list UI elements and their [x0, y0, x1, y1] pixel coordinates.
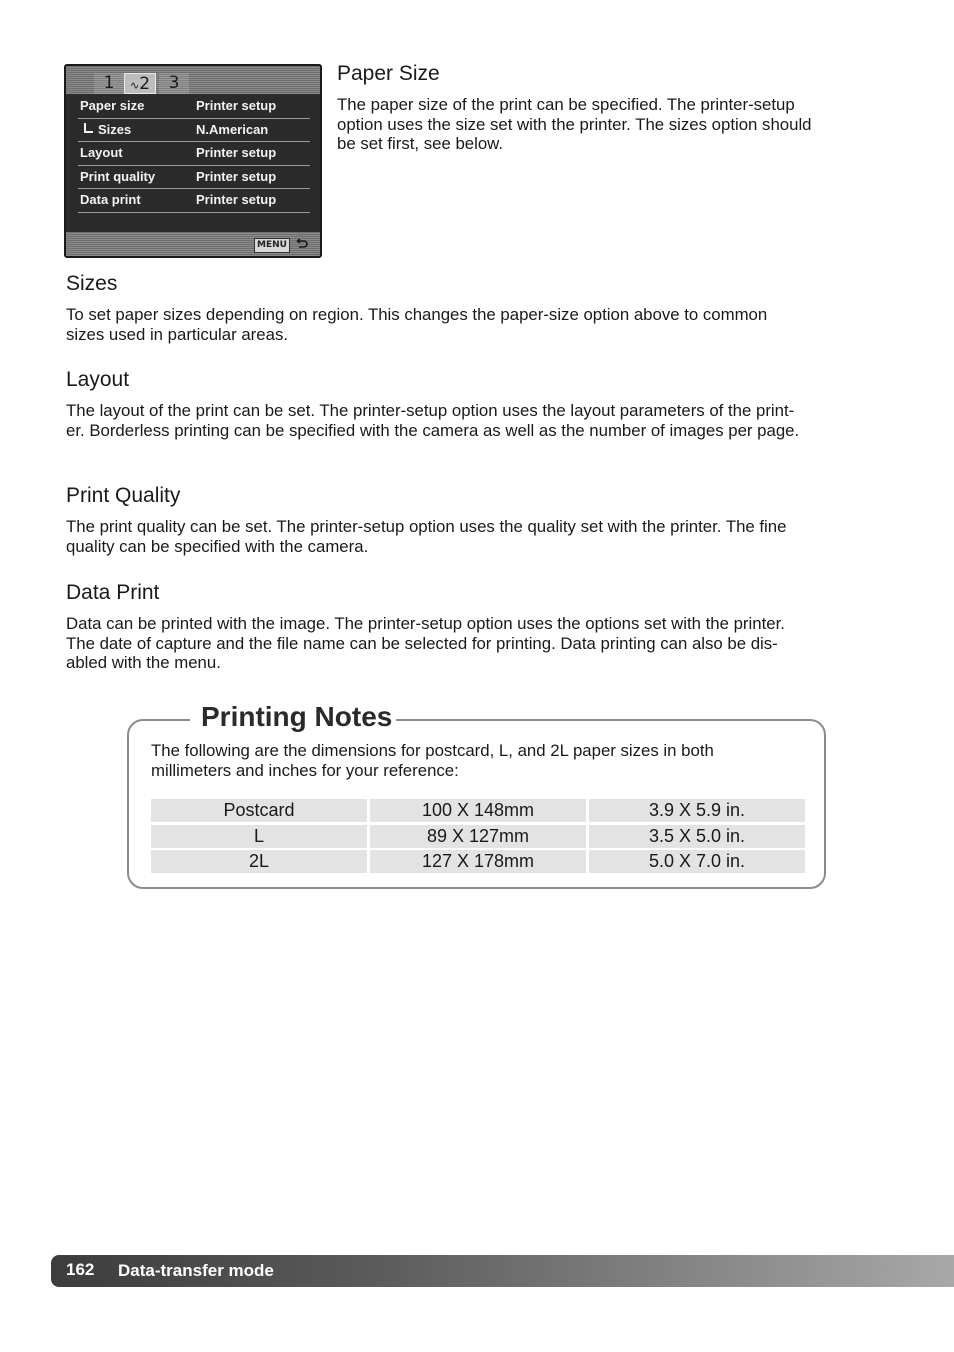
table-row: [151, 825, 806, 851]
text-line: millimeters and inches for your reference:: [151, 761, 459, 780]
table-cell-inches: 3.5 X 5.0 in.: [589, 825, 805, 848]
menu-row-label: Print quality: [80, 168, 156, 184]
menu-tab-2: [124, 73, 156, 94]
table-row: [151, 850, 806, 876]
text-line: be set first, see below.: [337, 134, 504, 153]
layout-heading: Layout: [66, 368, 130, 391]
submenu-corner-icon: [84, 123, 93, 133]
menu-tab-3: 3: [159, 73, 189, 94]
sizes-text: [66, 305, 896, 344]
menu-row-sizes: [78, 119, 310, 143]
return-arrow-icon: [296, 238, 308, 250]
text-line: The paper size of the print can be specified. The printer-setup: [337, 95, 795, 114]
print-quality-text: [66, 517, 926, 556]
table-cell-size-name: L: [151, 825, 367, 848]
text-line: sizes used in particular areas.: [66, 324, 288, 344]
paper-size-heading: Paper Size: [337, 62, 440, 85]
paper-size-table: [151, 799, 806, 876]
table-cell-size-name: Postcard: [151, 799, 367, 822]
printing-notes-title: Printing Notes: [201, 701, 393, 732]
table-cell-millimeters: 100 X 148mm: [370, 799, 586, 822]
text-line: option uses the size set with the printer. The sizes option should: [337, 114, 812, 134]
menu-row-value: Printer setup: [196, 145, 277, 160]
menu-tab-1: 1: [94, 73, 124, 94]
data-print-text: [66, 614, 926, 673]
menu-row-label-text: Sizes: [98, 121, 132, 137]
footer-section-title: Data-transfer mode: [118, 1261, 274, 1280]
page-number: 162: [66, 1260, 95, 1279]
menu-row-label: Paper size: [80, 98, 145, 113]
table-cell-millimeters: 127 X 178mm: [370, 850, 586, 873]
menu-button-icon: MENU: [254, 238, 290, 253]
setup-icon: ∿: [129, 79, 140, 92]
camera-menu-screen: [64, 64, 322, 258]
table-cell-size-name: 2L: [151, 850, 367, 873]
menu-row-layout: [78, 142, 310, 166]
menu-row-label: [84, 119, 131, 141]
menu-row-value: Printer setup: [196, 98, 277, 113]
menu-rows: [78, 95, 310, 213]
printing-notes-text: [151, 741, 791, 781]
text-line: The layout of the print can be set. The printer-setup option uses the layout parameters of the print-: [66, 401, 795, 420]
print-quality-heading: Print Quality: [66, 484, 181, 507]
menu-tab-bar: [66, 66, 320, 94]
sizes-heading: Sizes: [66, 272, 118, 295]
text-line: abled with the menu.: [66, 653, 221, 672]
menu-row-label: Data print: [80, 192, 141, 207]
menu-row-label: Layout: [80, 145, 123, 160]
text-line: quality can be specified with the camera.: [66, 536, 369, 556]
menu-row-data-print: [78, 189, 310, 213]
menu-footer-bar: [66, 232, 320, 256]
paper-size-text: [337, 95, 897, 154]
menu-tab-2-label: 2: [139, 74, 151, 94]
table-cell-millimeters: 89 X 127mm: [370, 825, 586, 848]
menu-row-value: Printer setup: [196, 192, 277, 207]
menu-row-value: N.American: [196, 121, 269, 137]
menu-row-paper-size: [78, 95, 310, 119]
text-line: Data can be printed with the image. The printer-setup option uses the options set with the printer.: [66, 614, 785, 633]
data-print-heading: Data Print: [66, 581, 160, 604]
table-cell-inches: 5.0 X 7.0 in.: [589, 850, 805, 873]
table-row: [151, 799, 806, 825]
menu-row-print-quality: [78, 166, 310, 190]
text-line: er. Borderless printing can be specified with the camera as well as the number of images per page.: [66, 420, 800, 440]
table-cell-inches: 3.9 X 5.9 in.: [589, 799, 805, 822]
text-line: The date of capture and the file name can be selected for printing. Data printing can also be dis-: [66, 633, 778, 653]
text-line: The print quality can be set. The printer-setup option uses the quality set with the printer. The fine: [66, 517, 787, 536]
text-line: To set paper sizes depending on region. This changes the paper-size option above to common: [66, 305, 768, 324]
menu-row-value: Printer setup: [196, 168, 277, 184]
text-line: The following are the dimensions for postcard, L, and 2L paper sizes in both: [151, 741, 714, 760]
layout-text: [66, 401, 926, 440]
